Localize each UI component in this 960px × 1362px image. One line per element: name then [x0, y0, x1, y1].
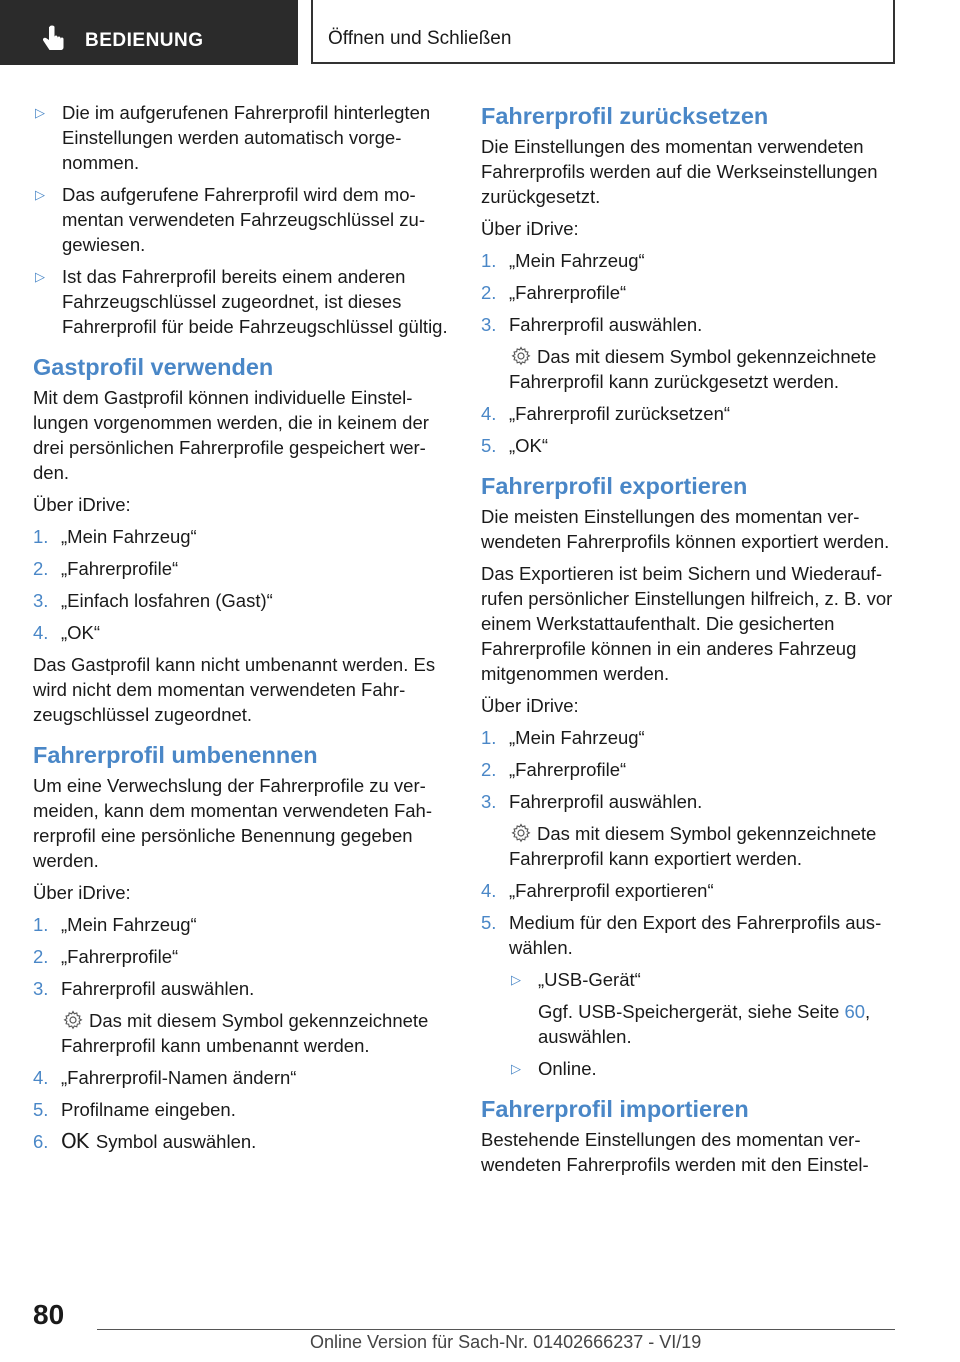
- symbol-note: Das mit diesem Symbol gekennzeichnete Fahrerprofil kann umbenannt werden.: [61, 1010, 429, 1056]
- numbered-step: 4. „Fahrerprofil zurücksetzen“: [481, 403, 731, 424]
- triangle-bullet-icon: ▷: [35, 187, 45, 202]
- gear-icon: [511, 823, 531, 843]
- paragraph: Über iDrive:: [481, 218, 579, 239]
- footer-text: Online Version für Sach-Nr. 01402666237 - VI/19: [310, 1332, 702, 1352]
- numbered-step: 3. Fahrerprofil auswählen.: [33, 978, 255, 999]
- symbol-note: Das mit diesem Symbol gekennzeichnete Fahrerprofil kann zurückgesetzt werden.: [509, 346, 877, 392]
- gear-icon: [511, 346, 531, 366]
- heading-exportieren: Fahrerprofil exportieren: [481, 473, 748, 499]
- numbered-step: 5. „OK“: [481, 435, 549, 456]
- heading-zuruecksetzen: Fahrerprofil zurücksetzen: [481, 103, 769, 129]
- triangle-bullet-icon: ▷: [511, 972, 521, 987]
- numbered-step: 5. Medium für den Export des Fahrerprofils auswählen.: [481, 912, 882, 958]
- bullet-item: ▷ Die im aufgerufenen Fahrerprofil hinterlegten Einstellungen werden automatisch vorgenommen.: [35, 102, 431, 173]
- heading-umbenennen: Fahrerprofil umbenennen: [33, 742, 318, 768]
- numbered-step: 1. „Mein Fahrzeug“: [481, 727, 645, 748]
- hand-pointer-icon: [40, 25, 66, 53]
- left-column: [33, 100, 448, 1161]
- numbered-step: 2. „Fahrerprofile“: [481, 282, 627, 303]
- section-tab: [0, 0, 298, 65]
- paragraph: Über iDrive:: [33, 494, 131, 515]
- chapter-header: [311, 0, 895, 64]
- ok-symbol-icon: OK: [61, 1129, 88, 1153]
- heading-importieren: Fahrerprofil importieren: [481, 1096, 749, 1122]
- paragraph: Das Gastprofil kann nicht umbenannt werden. Es wird nicht dem momentan verwendeten Fahrzeugschlüssel zugeordnet.: [33, 654, 436, 725]
- bullet-item: ▷ Das aufgerufene Fahrerprofil wird dem momentan verwendeten Fahrzeugschlüssel zugewiesen.: [35, 184, 426, 255]
- paragraph: Um eine Verwechslung der Fahrerprofile zu vermeiden, kann dem momentan verwendeten Fahrerprofil eine persönliche Benennung gegeben werden.: [33, 775, 433, 871]
- paragraph: Bestehende Einstellungen des momentan verwendeten Fahrerprofils werden mit den Einstel-: [481, 1129, 869, 1175]
- heading-gastprofil: Gastprofil verwenden: [33, 354, 274, 380]
- page-number: 80: [33, 1299, 65, 1330]
- section-label: BEDIENUNG: [85, 30, 204, 51]
- symbol-note: Das mit diesem Symbol gekennzeichnete Fahrerprofil kann exportiert werden.: [509, 823, 877, 869]
- right-column: [481, 100, 896, 1184]
- numbered-step: 3. „Einfach losfahren (Gast)“: [33, 590, 273, 611]
- triangle-bullet-icon: ▷: [35, 269, 45, 284]
- numbered-step: 1. „Mein Fahrzeug“: [33, 526, 197, 547]
- numbered-step: 6. OK Symbol auswählen.: [33, 1129, 257, 1153]
- sub-bullet-detail: Ggf. USB-Speichergerät, siehe Seite 60, auswählen.: [538, 1001, 871, 1047]
- numbered-step: 3. Fahrerprofil auswählen.: [481, 791, 703, 812]
- numbered-step: 2. „Fahrerprofile“: [33, 558, 179, 579]
- numbered-step: 2. „Fahrerprofile“: [481, 759, 627, 780]
- chapter-title: Öffnen und Schließen: [328, 28, 512, 49]
- numbered-step: 4. „Fahrerprofil exportieren“: [481, 880, 714, 901]
- paragraph: Über iDrive:: [481, 695, 579, 716]
- sub-bullet-item: ▷ „USB-Gerät“: [511, 969, 641, 990]
- numbered-step: 3. Fahrerprofil auswählen.: [481, 314, 703, 335]
- numbered-step: 2. „Fahrerprofile“: [33, 946, 179, 967]
- numbered-step: 1. „Mein Fahrzeug“: [481, 250, 645, 271]
- paragraph: Die meisten Einstellungen des momentan verwendeten Fahrerprofils können exportiert werden.: [481, 506, 890, 552]
- gear-icon: [63, 1010, 83, 1030]
- sub-bullet-item: ▷ Online.: [511, 1058, 597, 1079]
- triangle-bullet-icon: ▷: [511, 1061, 521, 1076]
- paragraph: Mit dem Gastprofil können individuelle Einstellungen vorgenommen werden, die in keinem der drei persönlichen Fahrerprofile gespeichert werden.: [33, 387, 429, 483]
- numbered-step: 1. „Mein Fahrzeug“: [33, 914, 197, 935]
- paragraph: Die Einstellungen des momentan verwendeten Fahrerprofils werden auf die Werkseinstellungen zurückgesetzt.: [481, 136, 878, 207]
- numbered-step: 4. „Fahrerprofil-Namen ändern“: [33, 1067, 297, 1088]
- paragraph: Über iDrive:: [33, 882, 131, 903]
- triangle-bullet-icon: ▷: [35, 105, 45, 120]
- footer-divider: [97, 1329, 895, 1330]
- paragraph: Das Exportieren ist beim Sichern und Wiederaufrufen persönlicher Einstellungen hilfreich, z. B. vor einem Werkstattaufenthalt. Die gesicherten Fahrerprofile können in ein anderes Fahrzeug mitgenommen werden.: [481, 563, 893, 684]
- page-link[interactable]: 60: [844, 1001, 866, 1022]
- numbered-step: 4. „OK“: [33, 622, 101, 643]
- bullet-item: ▷ Ist das Fahrerprofil bereits einem anderen Fahrzeugschlüssel zugeordnet, ist dieses Fahrerprofil für beide Fahrzeugschlüssel gültig.: [35, 266, 448, 337]
- numbered-step: 5. Profilname eingeben.: [33, 1099, 236, 1120]
